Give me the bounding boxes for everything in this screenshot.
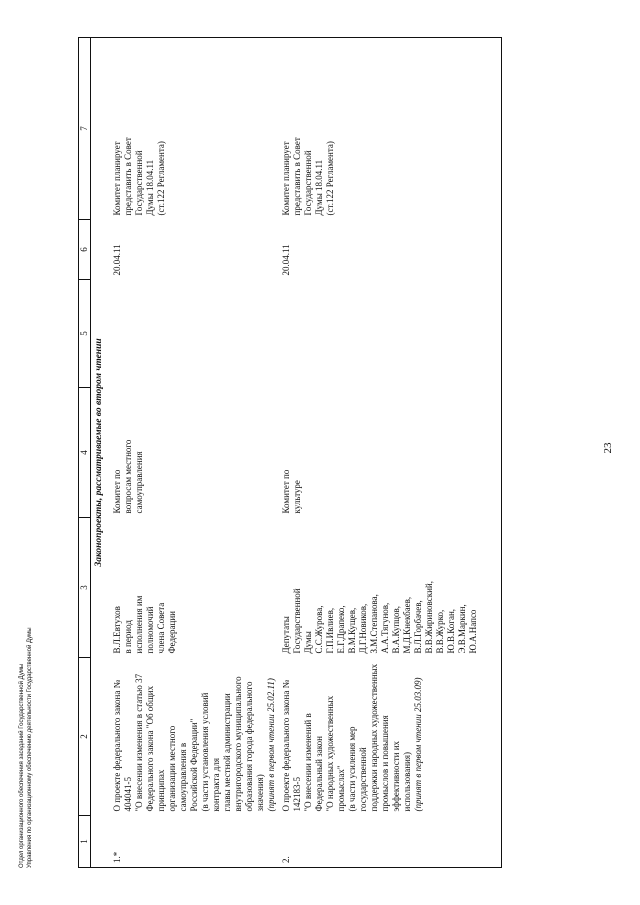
- bill-title: О проекте федерального закона № 404041-5 "О внесении изменения в статью 37 Федерального закона "Об общих принципах организации местного самоуправления в Российской Федерации" (в части установления условий контракта для главы местной администрации внутригородского муниципального образования города федерального значения): [112, 673, 265, 812]
- date-cell: 20.04.11: [112, 244, 122, 276]
- table-row: [277, 38, 502, 868]
- column-header-6: 6: [79, 220, 91, 280]
- reading-note: (принят в первом чтении 25.02.11): [266, 678, 276, 812]
- row-number: 1.*: [108, 816, 277, 868]
- column-numbers-row: [79, 38, 91, 868]
- table-row: [108, 38, 277, 868]
- bill-author: В.Л.Евтухов в период исполнения им полномочий члена Совета Федерации: [112, 595, 177, 654]
- bill-title: О проекте федерального закона № 142183-5 "О внесении изменений в Федеральный закон "О народных художественных промыслах" (в части усиления мер государственной поддержки народных художественных промыслов и повышения эффективности их использования): [281, 663, 412, 812]
- column-header-7: 7: [79, 38, 91, 220]
- agenda-table: [78, 37, 502, 868]
- bill-description: [277, 658, 502, 816]
- footer-line-2: Управления по организационному обеспечению деятельности Государственной Думы: [27, 627, 33, 868]
- committee-plan: Комитет планирует представить в Совет Государственной Думы 18.04.11 (ст.122 Регламента): [108, 38, 277, 220]
- bill-author: Депутаты Государственной Думы С.С.Журова, Г.П.Ивлиев, Е.Г.Драпеко, В.М.Кущев, Д.Г.Новиков, З.М.Степанова, А.А.Тягунов, В.А.Купцов, М.Д.Кнекбаев, В.Л.Горбачев, В.В.Жириновский, В.В.Журко, Ю.В.Коган, Э.В.Маркин, Ю.А.Напсо: [277, 518, 502, 658]
- responsible-committee: Комитет по вопросам местного самоуправления: [112, 439, 144, 514]
- column-5-cell: [108, 280, 277, 388]
- page-footer: [18, 627, 34, 868]
- section-row: [91, 38, 109, 868]
- bill-description: [108, 658, 277, 816]
- responsible-committee: Комитет по культуре: [277, 388, 502, 518]
- footer-line-1: Отдел организационного обеспечения заседаний Государственной Думы: [19, 663, 25, 868]
- reading-note: (принят в первом чтении 25.03.09): [413, 677, 423, 812]
- column-header-4: 4: [79, 388, 91, 518]
- column-5-cell: [277, 280, 502, 388]
- column-header-2: 2: [79, 658, 91, 816]
- committee-plan: Комитет планирует представить в Совет Государственной Думы 18.04.11 (ст.122 Регламента): [277, 38, 502, 220]
- column-header-3: 3: [79, 518, 91, 658]
- column-header-5: 5: [79, 280, 91, 388]
- row-number: 2.: [277, 816, 502, 868]
- column-header-1: 1: [79, 816, 91, 868]
- section-title: Законопроекты, рассматриваемые во втором чтении: [91, 38, 109, 868]
- date-cell: 20.04.11: [277, 220, 502, 280]
- page-number: 23: [602, 442, 614, 454]
